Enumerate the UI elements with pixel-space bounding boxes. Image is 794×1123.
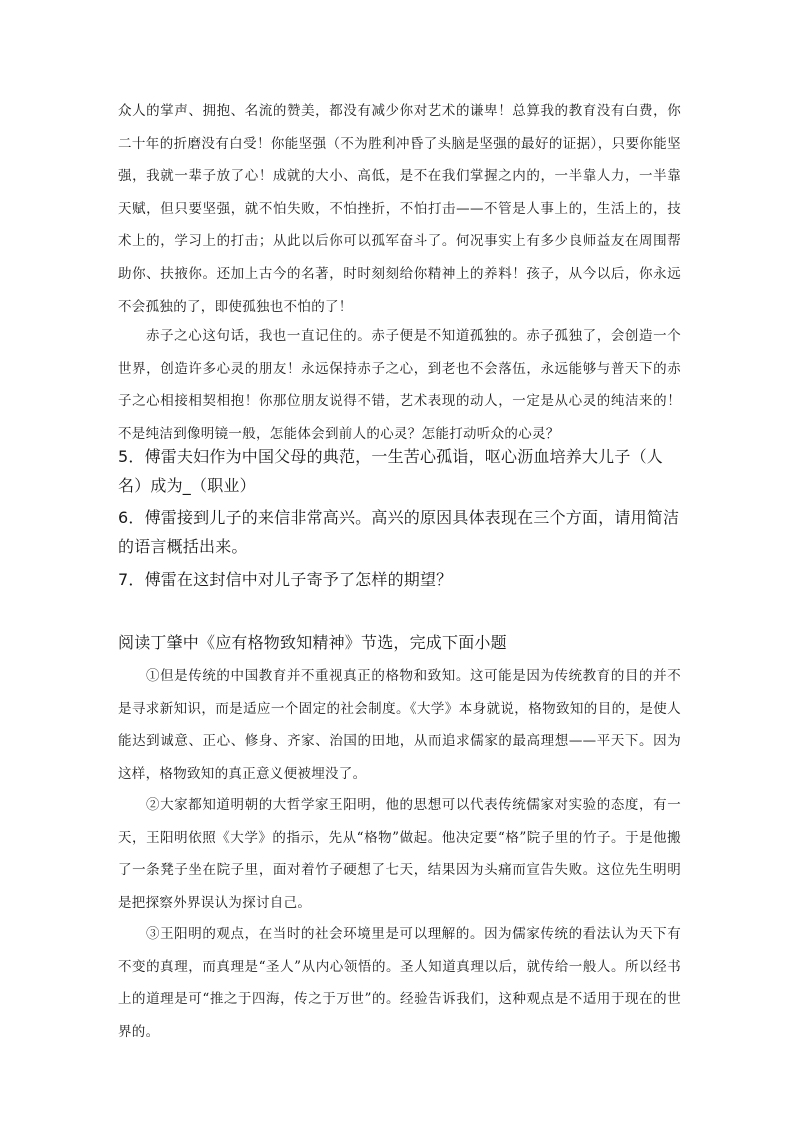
section2-heading: 阅读丁肇中《应有格物致知精神》节选，完成下面小题 — [118, 633, 507, 652]
question-7: 7．傅雷在这封信中对儿子寄予了怎样的期望？ — [118, 570, 453, 589]
passage1-paragraph-2: 赤子之心这句话，我也一直记住的。赤子便是不知道孤独的。赤子孤独了，会创造一个世界，创造许多心灵的朋友！永远保持赤子之心，到老也不会落伍，永远能够与普天下的赤子之心相接相契相抱！你那位朋友说得不错，艺术表现的动人，一定是从心灵的纯洁来的！不是纯洁到像明镜一般，怎能体会到前人的心灵？怎能打动听众的心灵？ — [118, 328, 681, 442]
passage1-paragraph-1: 众人的掌声、拥抱、名流的赞美，都没有减少你对艺术的谦卑！总算我的教育没有白费，你二十年的折磨没有白受！你能坚强（不为胜利冲昏了头脑是坚强的最好的证据），只要你能坚强，我就一辈子放了心！成就的大小、高低，是不在我们掌握之内的，一半靠人力，一半靠天赋，但只要坚强，就不怕失败，不怕挫折，不怕打击——不管是人事上的，生活上的，技术上的，学习上的打击；从此以后你可以孤军奋斗了。何况事实上有多少良师益友在周围帮助你、扶掖你。还加上古今的名著，时时刻刻给你精神上的养料！孩子，从今以后，你永远不会孤独的了，即使孤独也不怕的了！ — [118, 103, 681, 315]
section2-paragraph-1: ①但是传统的中国教育并不重视真正的格物和致知。这可能是因为传统教育的目的并不是寻求新知识，而是适应一个固定的社会制度。《大学》本身就说，格物致知的目的，是使人能达到诚意、正心、修身、齐家、治国的田地，从而追求儒家的最高理想——平天下。因为这样，格物致知的真正意义便被埋没了。 — [118, 668, 681, 782]
question-6: 6．傅雷接到儿子的来信非常高兴。高兴的原因具体表现在三个方面，请用简洁的语言概括出来。 — [118, 508, 680, 556]
question-5: 5．傅雷夫妇作为中国父母的典范，一生苦心孤诣，呕心沥血培养大儿子（人名）成为_（职业） — [118, 447, 663, 495]
section2-paragraph-2: ②大家都知道明朝的大哲学家王阳明，他的思想可以代表传统儒家对实验的态度，有一天，王阳明依照《大学》的指示，先从“格物”做起。他决定要“格”院子里的竹子。于是他搬了一条凳子坐在院子里，面对着竹子硬想了七天，结果因为头痛而宣告失败。这位先生明明是把探察外界误认为探讨自己。 — [118, 797, 681, 911]
section2-paragraph-3: ③王阳明的观点，在当时的社会环境里是可以理解的。因为儒家传统的看法认为天下有不变的真理，而真理是“圣人”从内心领悟的。圣人知道真理以后，就传给一般人。所以经书上的道理是可“推之于四海，传之于万世”的。经验告诉我们，这种观点是不适用于现在的世界的。 — [118, 926, 681, 1040]
